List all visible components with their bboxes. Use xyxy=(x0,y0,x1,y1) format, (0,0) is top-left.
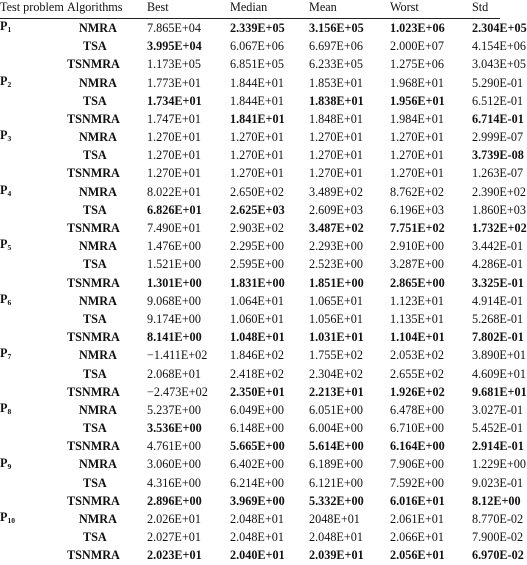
std-value: 3.442E-01 xyxy=(472,239,524,254)
std-value: 2.914E-01 xyxy=(472,439,524,454)
best-value: 3.060E+00 xyxy=(147,457,201,472)
table-row xyxy=(0,328,500,346)
algorithm-name: TSA xyxy=(83,257,107,272)
table-row xyxy=(0,255,500,273)
table-row xyxy=(0,401,500,419)
algorithm-name: TSA xyxy=(83,530,107,545)
algorithm-name: TSA xyxy=(83,421,107,436)
problem-number: 1 xyxy=(7,25,12,34)
problem-label xyxy=(0,74,67,129)
table-row xyxy=(0,292,500,310)
mean-value: 1.851E+00 xyxy=(309,275,364,290)
header-worst: Worst xyxy=(390,0,419,14)
best-value: 4.761E+00 xyxy=(147,439,201,454)
algorithm-name: TSA xyxy=(83,311,107,326)
algorithm-name: TSNMRA xyxy=(67,221,120,236)
best-value: 1.270E+01 xyxy=(147,166,201,181)
header-test-problem: Test problem xyxy=(0,0,64,14)
table-row xyxy=(0,383,500,401)
problem-number: 4 xyxy=(7,188,12,198)
median-value: 1.064E+01 xyxy=(230,293,284,308)
median-value: 1.048E+01 xyxy=(230,330,285,345)
algorithm-name: NMRA xyxy=(79,239,117,254)
problem-number: 9 xyxy=(7,461,12,471)
std-value: 3.890E+01 xyxy=(472,348,526,363)
table-row xyxy=(0,110,500,128)
median-value: 2.418E+02 xyxy=(230,366,284,381)
mean-value: 5.614E+00 xyxy=(309,439,364,454)
best-value: 2.023E+01 xyxy=(147,548,202,563)
best-value: 3.995E+04 xyxy=(147,39,202,54)
std-value: 4.914E-01 xyxy=(472,293,524,308)
problem-label xyxy=(0,128,67,183)
best-value: 1.301E+00 xyxy=(147,275,202,290)
mean-value: 3.156E+05 xyxy=(309,20,364,35)
mean-value: 1.270E+01 xyxy=(309,166,363,181)
median-value: 2.295E+00 xyxy=(230,239,284,254)
std-value: 3.739E-08 xyxy=(472,148,524,163)
problem-letter: P xyxy=(0,346,8,361)
worst-value: 1.926E+02 xyxy=(390,384,445,399)
std-value: 4.609E+01 xyxy=(472,366,526,381)
best-value: 3.536E+00 xyxy=(147,421,202,436)
problem-letter: P xyxy=(0,182,8,197)
algorithm-name: TSNMRA xyxy=(67,548,120,563)
best-value: 1.521E+00 xyxy=(147,257,201,272)
best-value: 1.747E+01 xyxy=(147,111,201,126)
mean-value: 2.039E+01 xyxy=(309,548,364,563)
median-value: 5.665E+00 xyxy=(230,439,285,454)
median-value: 2.048E+01 xyxy=(230,530,284,545)
std-value: 6.512E-01 xyxy=(472,93,524,108)
problem-letter: P xyxy=(0,73,8,88)
mean-value: 3.487E+02 xyxy=(309,221,364,236)
mean-value: 2.293E+00 xyxy=(309,239,363,254)
table-row xyxy=(0,274,500,292)
table-row xyxy=(0,55,500,73)
best-value: 8.022E+01 xyxy=(147,184,201,199)
problem-label xyxy=(0,346,67,401)
problem-label xyxy=(0,292,67,347)
median-value: 3.969E+00 xyxy=(230,493,285,508)
std-value: 5.290E-01 xyxy=(472,75,524,90)
problem-number: 6 xyxy=(7,297,12,307)
std-value: 5.452E-01 xyxy=(472,421,524,436)
best-value: 1.773E+01 xyxy=(147,75,201,90)
table-row xyxy=(0,92,500,110)
worst-value: 1.135E+01 xyxy=(390,311,444,326)
mean-value: 6.233E+05 xyxy=(309,57,363,72)
algorithm-name: NMRA xyxy=(79,402,117,417)
std-value: 2.304E+05 xyxy=(472,20,527,35)
best-value: 2.068E+01 xyxy=(147,366,201,381)
algorithm-name: NMRA xyxy=(79,457,117,472)
std-value: 3.043E+05 xyxy=(472,57,526,72)
problem-label xyxy=(0,19,67,74)
mean-value: 1.838E+01 xyxy=(309,93,364,108)
table-row xyxy=(0,237,500,255)
best-value: 9.174E+00 xyxy=(147,311,201,326)
best-value: 4.316E+00 xyxy=(147,475,201,490)
worst-value: 7.906E+00 xyxy=(390,457,444,472)
algorithm-name: TSNMRA xyxy=(67,111,120,126)
median-value: 6.049E+00 xyxy=(230,402,284,417)
median-value: 1.270E+01 xyxy=(230,166,284,181)
problem-letter: P xyxy=(0,400,8,415)
std-value: 5.268E-01 xyxy=(472,311,524,326)
algorithm-name: TSNMRA xyxy=(67,439,120,454)
std-value: 3.325E-01 xyxy=(472,275,524,290)
best-value: 1.270E+01 xyxy=(147,130,201,145)
best-value: 6.826E+01 xyxy=(147,202,202,217)
best-value: 5.237E+00 xyxy=(147,402,201,417)
median-value: 2.048E+01 xyxy=(230,512,284,527)
table-row xyxy=(0,365,500,383)
algorithm-name: NMRA xyxy=(79,130,117,145)
worst-value: 1.968E+01 xyxy=(390,75,444,90)
median-value: 2.625E+03 xyxy=(230,202,285,217)
best-value: 8.141E+00 xyxy=(147,330,202,345)
worst-value: 1.956E+01 xyxy=(390,93,445,108)
median-value: 6.402E+00 xyxy=(230,457,284,472)
mean-value: 1.031E+01 xyxy=(309,330,364,345)
median-value: 2.339E+05 xyxy=(230,20,285,35)
worst-value: 6.164E+00 xyxy=(390,439,445,454)
std-value: 4.154E+06 xyxy=(472,39,526,54)
problem-number: 3 xyxy=(7,134,12,144)
median-value: 1.846E+02 xyxy=(230,348,284,363)
mean-value: 3.489E+02 xyxy=(309,184,363,199)
worst-value: 2.061E+01 xyxy=(390,512,444,527)
mean-value: 2.304E+02 xyxy=(309,366,363,381)
best-value: 1.476E+00 xyxy=(147,239,201,254)
worst-value: 1.123E+01 xyxy=(390,293,444,308)
best-value: 1.173E+05 xyxy=(147,57,201,72)
mean-value: 1.065E+01 xyxy=(309,293,363,308)
worst-value: 1.270E+01 xyxy=(390,148,444,163)
table-row xyxy=(0,74,500,92)
header-mean: Mean xyxy=(309,0,337,14)
table-row xyxy=(0,219,500,237)
table-row xyxy=(0,37,500,55)
worst-value: 6.196E+03 xyxy=(390,202,444,217)
mean-value: 2048E+01 xyxy=(309,512,360,527)
mean-value: 1.848E+01 xyxy=(309,111,363,126)
header-best: Best xyxy=(147,0,169,14)
algorithm-name: NMRA xyxy=(79,75,117,90)
std-value: 8.770E-02 xyxy=(472,512,524,527)
mean-value: 2.213E+01 xyxy=(309,384,364,399)
worst-value: 6.478E+00 xyxy=(390,402,444,417)
table-row xyxy=(0,546,500,564)
table-row xyxy=(0,456,500,474)
median-value: 2.650E+02 xyxy=(230,184,284,199)
median-value: 1.844E+01 xyxy=(230,75,284,90)
table-row xyxy=(0,492,500,510)
median-value: 1.270E+01 xyxy=(230,148,284,163)
problem-letter: P xyxy=(0,291,8,306)
problem-letter: P xyxy=(0,455,8,470)
algorithm-name: TSNMRA xyxy=(67,166,120,181)
problem-label xyxy=(0,456,67,511)
best-value: −2.473E+02 xyxy=(147,384,208,399)
mean-value: 6.189E+00 xyxy=(309,457,363,472)
median-value: 1.844E+01 xyxy=(230,93,284,108)
table-row xyxy=(0,474,500,492)
worst-value: 1.984E+01 xyxy=(390,111,444,126)
table-row xyxy=(0,146,500,164)
worst-value: 3.287E+00 xyxy=(390,257,444,272)
problem-letter: P xyxy=(0,237,8,252)
table-row xyxy=(0,165,500,183)
mean-value: 6.004E+00 xyxy=(309,421,363,436)
mean-value: 1.270E+01 xyxy=(309,148,363,163)
algorithm-name: NMRA xyxy=(79,20,117,35)
median-value: 1.270E+01 xyxy=(230,130,284,145)
std-value: 7.900E-02 xyxy=(472,530,524,545)
std-value: 6.970E-02 xyxy=(472,548,524,563)
mean-value: 2.609E+03 xyxy=(309,202,363,217)
mean-value: 2.523E+00 xyxy=(309,257,363,272)
mean-value: 1.056E+01 xyxy=(309,311,363,326)
worst-value: 7.592E+00 xyxy=(390,475,444,490)
mean-value: 2.048E+01 xyxy=(309,530,363,545)
header-std: Std xyxy=(472,0,489,14)
algorithm-name: NMRA xyxy=(79,184,117,199)
std-value: 1.229E+00 xyxy=(472,457,526,472)
table-row xyxy=(0,437,500,455)
std-value: 3.027E-01 xyxy=(472,402,524,417)
mean-value: 1.853E+01 xyxy=(309,75,363,90)
problem-label xyxy=(0,510,67,565)
mean-value: 6.121E+00 xyxy=(309,475,363,490)
median-value: 1.060E+01 xyxy=(230,311,284,326)
algorithm-name: TSNMRA xyxy=(67,493,120,508)
median-value: 2.040E+01 xyxy=(230,548,285,563)
algorithm-name: TSA xyxy=(83,93,107,108)
worst-value: 2.056E+01 xyxy=(390,548,445,563)
algorithm-name: TSA xyxy=(83,148,107,163)
table-row xyxy=(0,310,500,328)
algorithm-name: TSA xyxy=(83,202,107,217)
mean-value: 6.697E+06 xyxy=(309,39,363,54)
std-value: 4.286E-01 xyxy=(472,257,524,272)
best-value: 2.896E+00 xyxy=(147,493,202,508)
median-value: 6.067E+06 xyxy=(230,39,284,54)
std-value: 2.999E-07 xyxy=(472,130,524,145)
worst-value: 1.270E+01 xyxy=(390,166,444,181)
algorithm-name: NMRA xyxy=(79,348,117,363)
std-value: 9.023E-01 xyxy=(472,475,524,490)
median-value: 6.214E+00 xyxy=(230,475,284,490)
worst-value: 6.016E+01 xyxy=(390,493,445,508)
best-value: 7.865E+04 xyxy=(147,20,201,35)
table-row xyxy=(0,528,500,546)
worst-value: 6.710E+00 xyxy=(390,421,444,436)
best-value: −1.411E+02 xyxy=(147,348,208,363)
median-value: 2.350E+01 xyxy=(230,384,285,399)
algorithm-name: TSA xyxy=(83,366,107,381)
algorithm-name: NMRA xyxy=(79,293,117,308)
table-row xyxy=(0,183,500,201)
std-value: 1.732E+02 xyxy=(472,221,527,236)
worst-value: 2.865E+00 xyxy=(390,275,445,290)
worst-value: 2.910E+00 xyxy=(390,239,444,254)
median-value: 1.831E+00 xyxy=(230,275,285,290)
table-row xyxy=(0,128,500,146)
worst-value: 1.104E+01 xyxy=(390,330,445,345)
problem-number: 8 xyxy=(7,406,12,416)
worst-value: 2.053E+02 xyxy=(390,348,444,363)
std-value: 1.263E-07 xyxy=(472,166,524,181)
worst-value: 2.000E+07 xyxy=(390,39,444,54)
problem-label xyxy=(0,183,67,238)
std-value: 6.714E-01 xyxy=(472,111,524,126)
best-value: 2.026E+01 xyxy=(147,512,201,527)
algorithm-name: TSNMRA xyxy=(67,57,120,72)
problem-letter: P xyxy=(0,510,8,525)
table-row xyxy=(0,510,500,528)
mean-value: 1.270E+01 xyxy=(309,130,363,145)
median-value: 1.841E+01 xyxy=(230,111,285,126)
worst-value: 1.270E+01 xyxy=(390,130,444,145)
std-value: 7.802E-01 xyxy=(472,330,524,345)
mean-value: 1.755E+02 xyxy=(309,348,363,363)
worst-value: 2.655E+02 xyxy=(390,366,444,381)
problem-label xyxy=(0,237,67,292)
best-value: 7.490E+01 xyxy=(147,221,201,236)
algorithm-name: TSA xyxy=(83,39,107,54)
problem-number: 7 xyxy=(7,352,12,362)
table-row xyxy=(0,419,500,437)
header-algorithms: Algorithms xyxy=(67,0,123,14)
best-value: 1.270E+01 xyxy=(147,148,201,163)
std-value: 1.860E+03 xyxy=(472,202,526,217)
worst-value: 1.023E+06 xyxy=(390,20,445,35)
problem-letter: P xyxy=(0,128,8,143)
std-value: 8.12E+00 xyxy=(472,493,521,508)
problem-letter: P xyxy=(0,19,8,33)
table-row xyxy=(0,346,500,364)
best-value: 2.027E+01 xyxy=(147,530,201,545)
algorithm-name: NMRA xyxy=(79,512,117,527)
worst-value: 2.066E+01 xyxy=(390,530,444,545)
best-value: 9.068E+00 xyxy=(147,293,201,308)
algorithm-name: TSNMRA xyxy=(67,330,120,345)
problem-number: 5 xyxy=(7,243,12,253)
median-value: 6.851E+05 xyxy=(230,57,284,72)
worst-value: 7.751E+02 xyxy=(390,221,445,236)
median-value: 2.595E+00 xyxy=(230,257,284,272)
problem-number: 10 xyxy=(7,516,15,526)
table-row xyxy=(0,201,500,219)
median-value: 6.148E+00 xyxy=(230,421,284,436)
algorithm-name: TSNMRA xyxy=(67,384,120,399)
table-body xyxy=(0,19,527,565)
algorithm-name: TSNMRA xyxy=(67,275,120,290)
best-value: 1.734E+01 xyxy=(147,93,202,108)
std-value: 2.390E+02 xyxy=(472,184,526,199)
mean-value: 6.051E+00 xyxy=(309,402,363,417)
worst-value: 1.275E+06 xyxy=(390,57,444,72)
algorithm-name: TSA xyxy=(83,475,107,490)
header-median: Median xyxy=(230,0,268,14)
table-row xyxy=(0,19,500,38)
median-value: 2.903E+02 xyxy=(230,221,284,236)
mean-value: 5.332E+00 xyxy=(309,493,364,508)
worst-value: 8.762E+02 xyxy=(390,184,444,199)
problem-number: 2 xyxy=(7,79,12,89)
problem-label xyxy=(0,401,67,456)
table-header-row xyxy=(0,0,500,19)
std-value: 9.681E+01 xyxy=(472,384,527,399)
